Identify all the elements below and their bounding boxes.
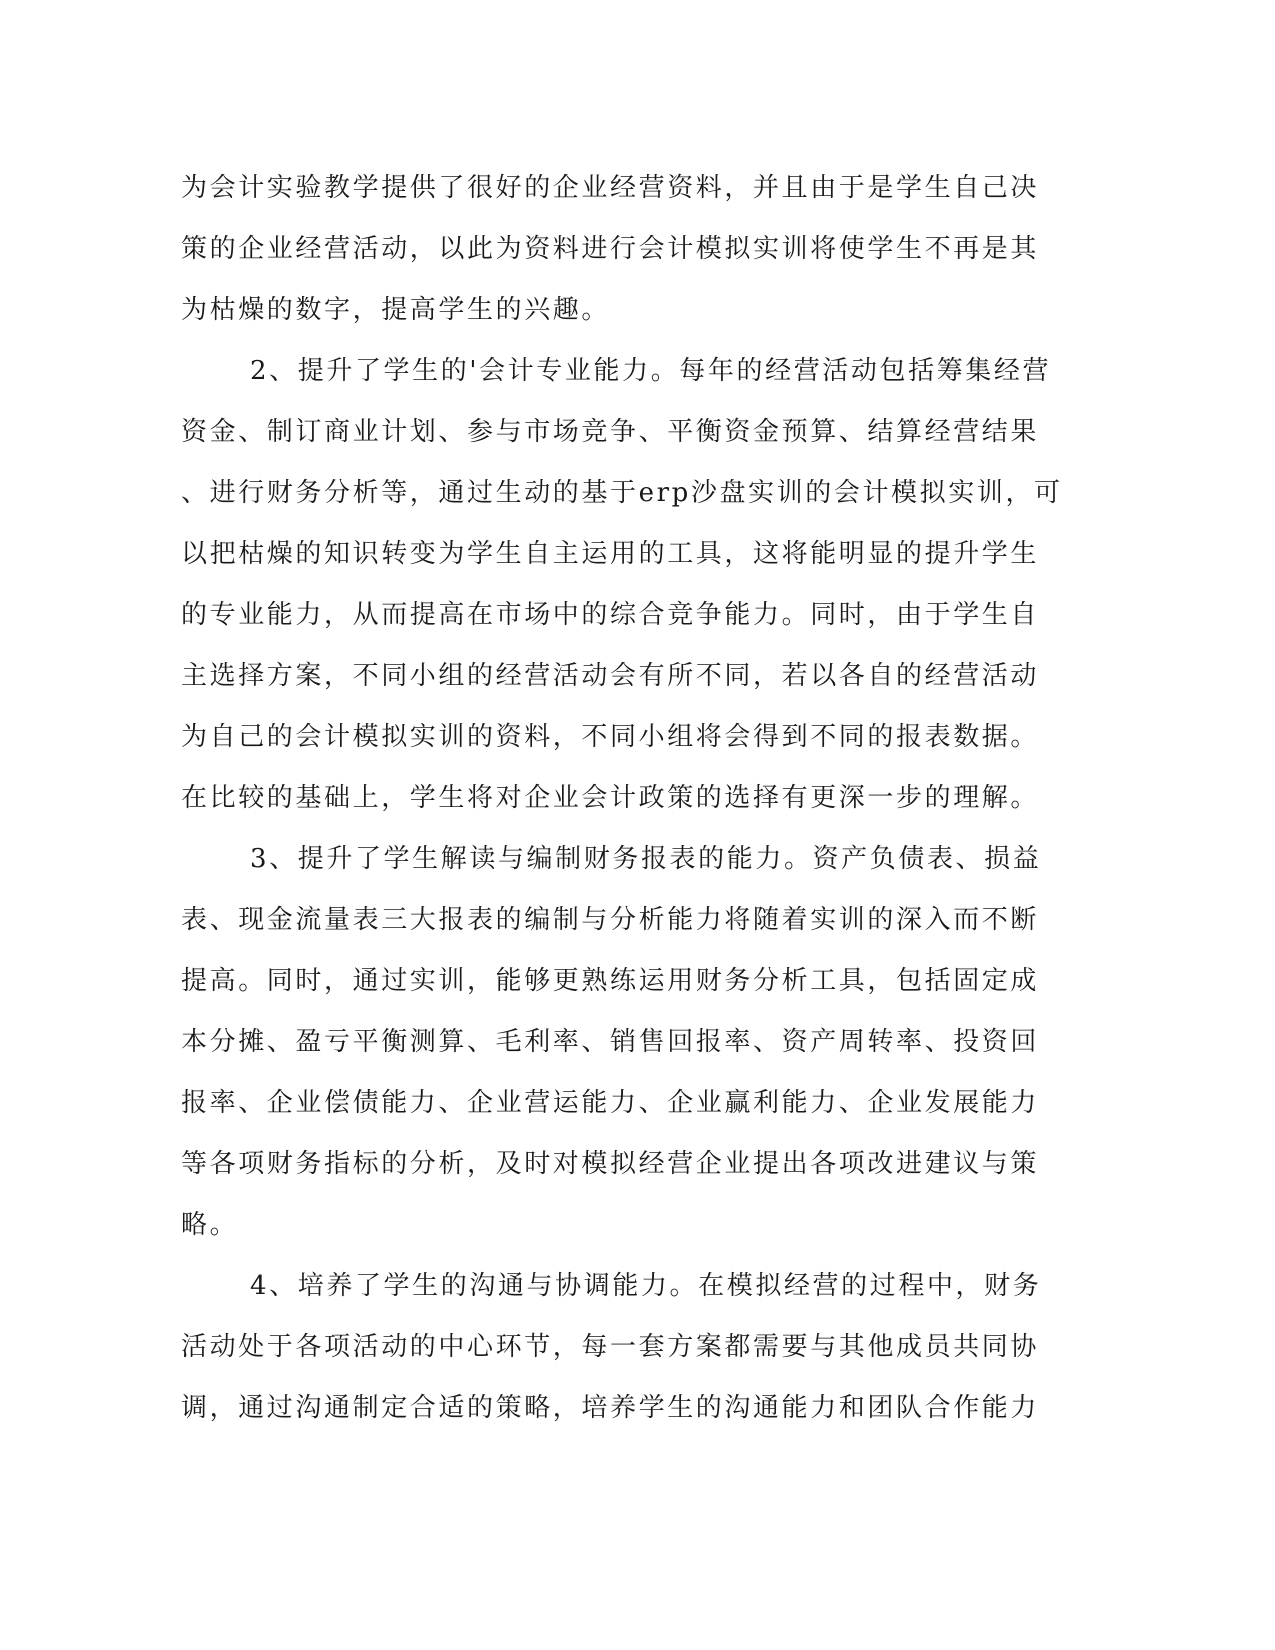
text-line: 资金、制订商业计划、参与市场竞争、平衡资金预算、结算经营结果 bbox=[181, 417, 1040, 447]
text-line: 主选择方案，不同小组的经营活动会有所不同，若以各自的经营活动 bbox=[181, 661, 1040, 691]
paragraph-4-start: 4、培养了学生的沟通与协调能力。在模拟经营的过程中，财务 bbox=[250, 1271, 1042, 1301]
text-line: 为会计实验教学提供了很好的企业经营资料，并且由于是学生自己决 bbox=[181, 173, 1040, 203]
text-line: 本分摊、盈亏平衡测算、毛利率、销售回报率、资产周转率、投资回 bbox=[181, 1027, 1040, 1057]
text-line: 略。 bbox=[181, 1210, 239, 1240]
text-line: 活动处于各项活动的中心环节，每一套方案都需要与其他成员共同协 bbox=[181, 1332, 1040, 1362]
document-body bbox=[181, 158, 1063, 1439]
text-line: 的专业能力，从而提高在市场中的综合竞争能力。同时，由于学生自 bbox=[181, 600, 1040, 630]
text-line: 提高。同时，通过实训，能够更熟练运用财务分析工具，包括固定成 bbox=[181, 966, 1040, 996]
text-line: 等各项财务指标的分析，及时对模拟经营企业提出各项改进建议与策 bbox=[181, 1149, 1040, 1179]
paragraph-3-start: 3、提升了学生解读与编制财务报表的能力。资产负债表、损益 bbox=[250, 844, 1042, 874]
text-line: 表、现金流量表三大报表的编制与分析能力将随着实训的深入而不断 bbox=[181, 905, 1040, 935]
text-line: 为自己的会计模拟实训的资料，不同小组将会得到不同的报表数据。 bbox=[181, 722, 1040, 752]
paragraph-2-start: 2、提升了学生的'会计专业能力。每年的经营活动包括筹集经营 bbox=[250, 356, 1052, 386]
text-line: 以把枯燥的知识转变为学生自主运用的工具，这将能明显的提升学生 bbox=[181, 539, 1040, 569]
text-line: 在比较的基础上，学生将对企业会计政策的选择有更深一步的理解。 bbox=[181, 783, 1040, 813]
text-line: 报率、企业偿债能力、企业营运能力、企业赢利能力、企业发展能力 bbox=[181, 1088, 1040, 1118]
text-line: 为枯燥的数字，提高学生的兴趣。 bbox=[181, 295, 611, 325]
text-line: 调，通过沟通制定合适的策略，培养学生的沟通能力和团队合作能力 bbox=[181, 1393, 1040, 1423]
text-line: 、进行财务分析等，通过生动的基于erp沙盘实训的会计模拟实训，可 bbox=[181, 478, 1063, 508]
text-line: 策的企业经营活动，以此为资料进行会计模拟实训将使学生不再是其 bbox=[181, 234, 1040, 264]
